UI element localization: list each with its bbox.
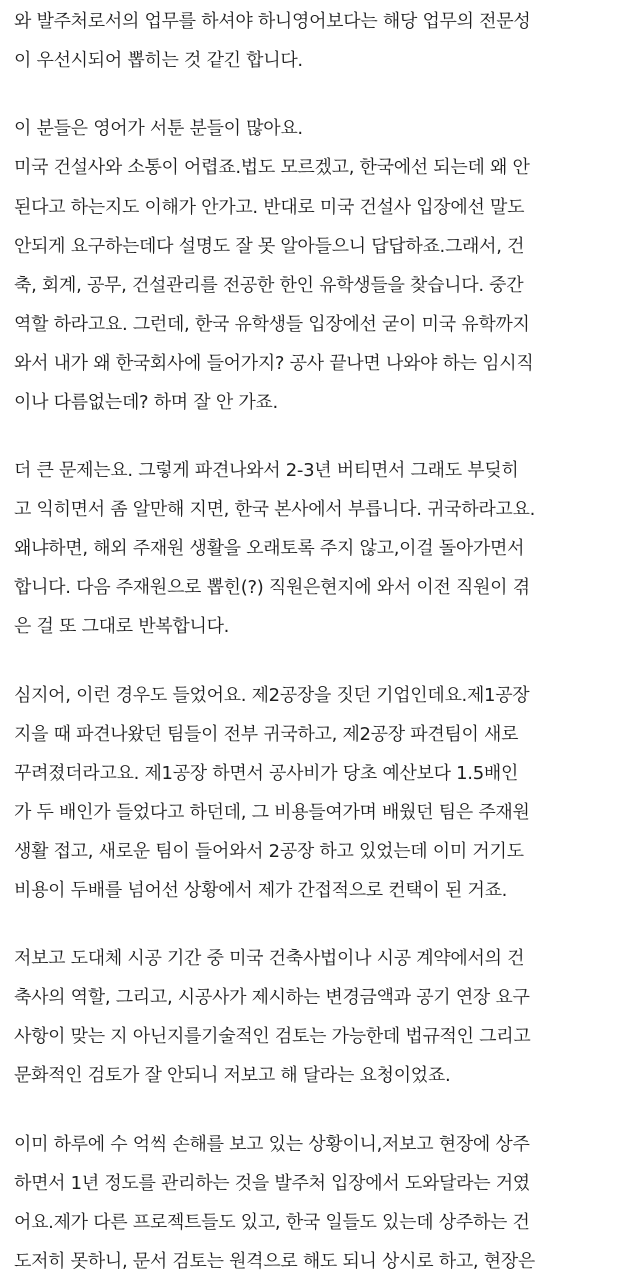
paragraph-2-line-3: 된다고 하는지도 이해가 안가고. 반대로 미국 건설사 입장에선 말도 [14,196,525,218]
paragraph-3-line-4: 합니다. 다음 주재원으로 뽑힌(?) 직원은현지에 와서 이전 직원이 겪 [14,577,530,599]
paragraph-2-line-5: 축, 회계, 공무, 건설관리를 전공한 한인 유학생들을 찾습니다. 중간 [14,274,524,296]
paragraph-3-line-5: 은 걸 또 그대로 반복합니다. [14,616,230,638]
paragraph-4-line-4: 가 두 배인가 들었다고 하던데, 그 비용들여가며 배웠던 팀은 주재원 [14,801,530,823]
paragraph-6-line-1: 이미 하루에 수 억씩 손해를 보고 있는 상황이니,저보고 현장에 상주 [14,1133,530,1155]
paragraph-4-line-6: 비용이 두배를 넘어선 상황에서 제가 간접적으로 컨택이 된 거죠. [14,879,508,901]
paragraph-1-line-2: 이 우선시되어 뽑히는 것 같긴 합니다. [14,50,303,72]
paragraph-3-line-1: 더 큰 문제는요. 그렇게 파견나와서 2-3년 버티면서 그래도 부딪히 [14,460,519,482]
paragraph-2-line-2: 미국 건설사와 소통이 어렵죠.법도 모르겠고, 한국에선 되는데 왜 안 [14,157,530,179]
paragraph-3-line-3: 왜냐하면, 해외 주재원 생활을 오래토록 주지 않고,이걸 돌아가면서 [14,538,525,560]
paragraph-5-line-2: 축사의 역할, 그리고, 시공사가 제시하는 변경금액과 공기 연장 요구 [14,987,530,1009]
paragraph-4-line-2: 지을 때 파견나왔던 팀들이 전부 귀국하고, 제2공장 파견팀이 새로 [14,723,519,745]
paragraph-4-line-3: 꾸려졌더라고요. 제1공장 하면서 공사비가 당초 예산보다 1.5배인 [14,762,519,784]
paragraph-4-line-1: 심지어, 이런 경우도 들었어요. 제2공장을 짓던 기업인데요.제1공장 [14,684,530,706]
paragraph-6-line-2: 하면서 1년 정도를 관리하는 것을 발주처 입장에서 도와달라는 거였 [14,1172,530,1194]
paragraph-5-line-3: 사항이 맞는 지 아닌지를기술적인 검토는 가능한데 법규적인 그리고 [14,1026,531,1048]
paragraph-1-line-1: 와 발주처로서의 업무를 하셔야 하니영어보다는 해당 업무의 전문성 [14,11,531,32]
paragraph-6-line-4: 도저히 못하니, 문서 검토는 원격으로 해도 되니 상시로 하고, 현장은 [14,1251,536,1272]
paragraph-4-line-5: 생활 접고, 새로운 팀이 들어와서 2공장 하고 있었는데 이미 거기도 [14,840,524,862]
paragraph-3-line-2: 고 익히면서 좀 알만해 지면, 한국 본사에서 부릅니다. 귀국하라고요. [14,499,536,521]
paragraph-2-line-6: 역할 하라고요. 그런데, 한국 유학생들 입장에선 굳이 미국 유학까지 [14,313,530,335]
paragraph-6-line-3: 어요.제가 다른 프로젝트들도 있고, 한국 일들도 있는데 상주하는 건 [14,1211,530,1233]
paragraph-2-line-8: 이나 다름없는데? 하며 잘 안 가죠. [14,391,278,413]
paragraph-2-line-1: 이 분들은 영어가 서툰 분들이 많아요. [14,118,303,140]
paragraph-2-line-4: 안되게 요구하는데다 설명도 잘 못 알아들으니 답답하죠.그래서, 건 [14,235,525,257]
paragraph-2-line-7: 와서 내가 왜 한국회사에 들어가지? 공사 끝나면 나와야 하는 임시직 [14,352,534,374]
paragraph-5-line-1: 저보고 도대체 시공 기간 중 미국 건축사법이나 시공 계약에서의 건 [14,948,525,970]
paragraph-5-line-4: 문화적인 검토가 잘 안되니 저보고 해 달라는 요청이었죠. [14,1065,451,1087]
